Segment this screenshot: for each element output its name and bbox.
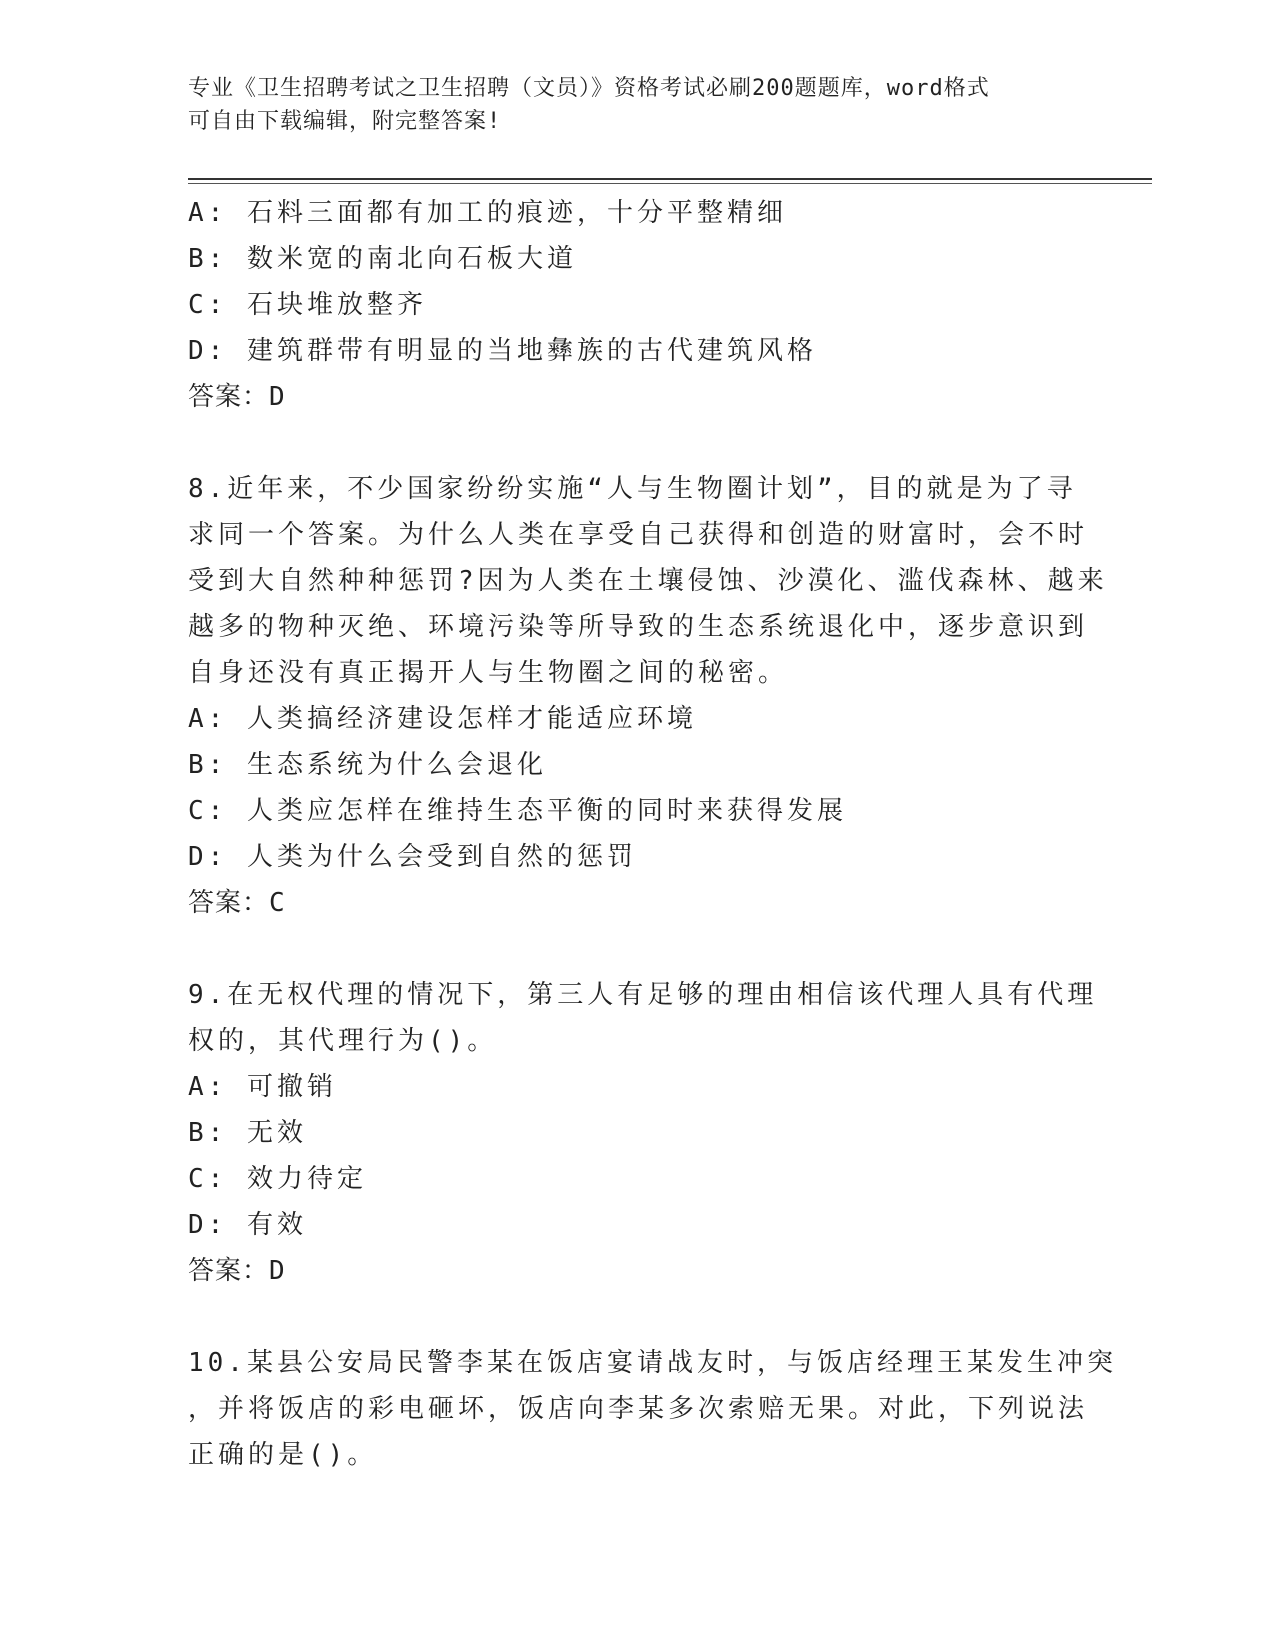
answer: 答案：C bbox=[188, 888, 286, 918]
option-c: C: 人类应怎样在维持生态平衡的同时来获得发展 bbox=[188, 796, 847, 826]
document-header bbox=[188, 72, 1068, 138]
question-text-line: 9.在无权代理的情况下，第三人有足够的理由相信该代理人具有代理 bbox=[188, 980, 1098, 1010]
question-text-line: 求同一个答案。为什么人类在享受自己获得和创造的财富时，会不时 bbox=[188, 520, 1089, 550]
header-line-2: 可自由下载编辑，附完整答案! bbox=[188, 109, 502, 134]
question-text-line: 权的，其代理行为()。 bbox=[188, 1026, 498, 1056]
option-c: C: 石块堆放整齐 bbox=[188, 290, 427, 320]
question-text-line: 自身还没有真正揭开人与生物圈之间的秘密。 bbox=[188, 658, 789, 688]
header-divider-thin bbox=[188, 183, 1152, 184]
answer: 答案：D bbox=[188, 1256, 286, 1286]
question-10 bbox=[188, 1340, 1117, 1478]
question-list bbox=[188, 190, 1117, 1478]
question-9 bbox=[188, 972, 1098, 1294]
question-text-line: 越多的物种灭绝、环境污染等所导致的生态系统退化中，逐步意识到 bbox=[188, 612, 1089, 642]
option-b: B: 无效 bbox=[188, 1118, 307, 1148]
option-a: A: 人类搞经济建设怎样才能适应环境 bbox=[188, 704, 697, 734]
question-text-line: 受到大自然种种惩罚?因为人类在土壤侵蚀、沙漠化、滥伐森林、越来 bbox=[188, 566, 1108, 596]
option-d: D: 人类为什么会受到自然的惩罚 bbox=[188, 842, 637, 872]
option-c: C: 效力待定 bbox=[188, 1164, 367, 1194]
option-d: D: 有效 bbox=[188, 1210, 307, 1240]
option-a: A: 可撤销 bbox=[188, 1072, 337, 1102]
question-7 bbox=[188, 190, 1088, 420]
question-text-line: 8.近年来，不少国家纷纷实施“人与生物圈计划”，目的就是为了寻 bbox=[188, 474, 1077, 504]
header-line-1: 专业《卫生招聘考试之卫生招聘（文员）》资格考试必刷200题题库，word格式 bbox=[188, 76, 990, 101]
question-text-line: 正确的是()。 bbox=[188, 1440, 378, 1470]
answer: 答案：D bbox=[188, 382, 286, 412]
option-d: D: 建筑群带有明显的当地彝族的古代建筑风格 bbox=[188, 336, 817, 366]
option-b: B: 生态系统为什么会退化 bbox=[188, 750, 547, 780]
option-a: A: 石料三面都有加工的痕迹，十分平整精细 bbox=[188, 198, 787, 228]
option-b: B: 数米宽的南北向石板大道 bbox=[188, 244, 577, 274]
question-text-line: ，并将饭店的彩电砸坏，饭店向李某多次索赔无果。对此，下列说法 bbox=[188, 1394, 1089, 1424]
question-text-line: 10.某县公安局民警李某在饭店宴请战友时，与饭店经理王某发生冲突 bbox=[188, 1348, 1117, 1378]
question-8 bbox=[188, 466, 1108, 926]
header-divider bbox=[188, 178, 1152, 180]
